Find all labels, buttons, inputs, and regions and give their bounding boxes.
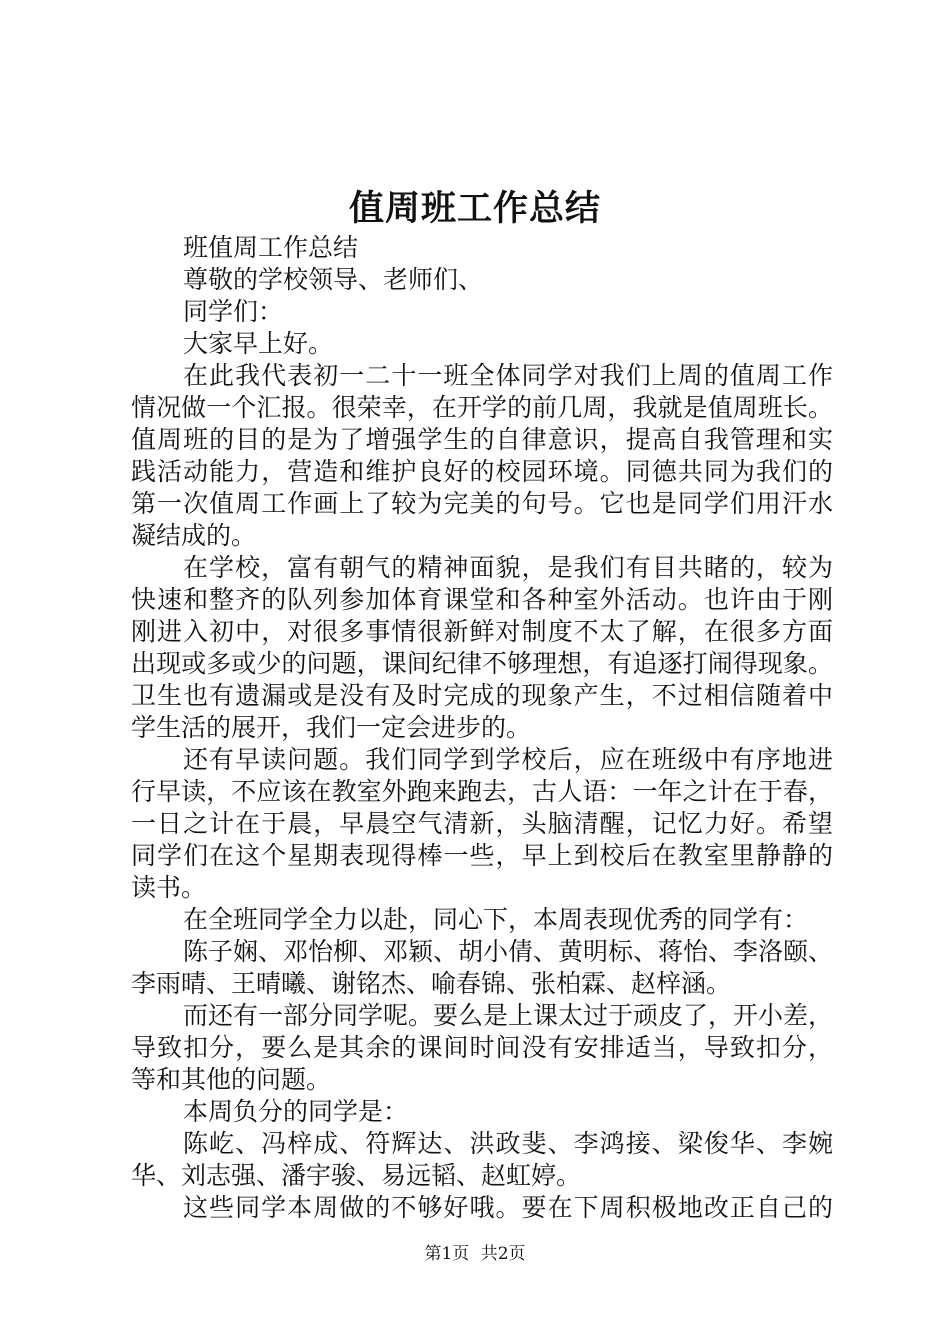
body-line: 凝结成的。 — [131, 521, 257, 550]
body-line: 而还有一部分同学呢。要么是上课太过于顽皮了，开小差， — [183, 1001, 834, 1030]
body-line: 本周负分的同学是： — [183, 1097, 409, 1126]
body-line: 李雨晴、王晴曦、谢铭杰、喻春锦、张柏霖、赵梓涵。 — [131, 969, 732, 998]
document-body — [131, 232, 833, 1224]
body-line: 践活动能力，营造和维护良好的校园环境。同德共同为我们的 — [131, 457, 833, 486]
body-line: 陈子娴、邓怡柳、邓颖、胡小倩、黄明标、蒋怡、李洛颐、 — [183, 937, 834, 966]
page-total: 共2页 — [480, 1244, 526, 1264]
body-line: 班值周工作总结 — [183, 233, 359, 262]
body-line: 卫生也有遗漏或是没有及时完成的现象产生，不过相信随着中 — [131, 681, 833, 710]
page-number: 第1页 — [424, 1244, 470, 1264]
body-line: 值周班的目的是为了增强学生的自律意识，提高自我管理和实 — [131, 425, 833, 454]
body-line: 同学们： — [183, 297, 284, 326]
body-line: 陈屹、冯梓成、符辉达、洪政斐、李鸿接、梁俊华、李婉 — [183, 1129, 833, 1158]
body-line: 刚进入初中，对很多事情很新鲜对制度不太了解，在很多方面 — [131, 617, 833, 646]
body-line: 一日之计在于晨，早晨空气清新，头脑清醒，记忆力好。希望 — [131, 809, 833, 838]
body-line: 第一次值周工作画上了较为完美的句号。它也是同学们用汗水 — [131, 489, 833, 518]
body-line: 快速和整齐的队列参加体育课堂和各种室外活动。也许由于刚 — [131, 585, 833, 614]
body-line: 学生活的展开，我们一定会进步的。 — [131, 713, 532, 742]
body-line: 情况做一个汇报。很荣幸，在开学的前几周，我就是值周班长。 — [131, 393, 833, 422]
body-line: 同学们在这个星期表现得棒一些，早上到校后在教室里静静的 — [131, 841, 833, 870]
document-title: 值周班工作总结 — [348, 188, 601, 229]
body-line: 在全班同学全力以赴，同心下，本周表现优秀的同学有： — [183, 905, 809, 934]
body-line: 出现或多或少的问题，课间纪律不够理想，有追逐打闹得现象。 — [131, 649, 833, 678]
body-line: 在此我代表初一二十一班全体同学对我们上周的值周工作 — [183, 361, 833, 390]
body-line: 尊敬的学校领导、老师们、 — [183, 265, 484, 294]
body-line: 导致扣分，要么是其余的课间时间没有安排适当，导致扣分， — [131, 1033, 833, 1062]
body-line: 读书。 — [131, 873, 207, 902]
body-line: 在学校，富有朝气的精神面貌，是我们有目共睹的，较为 — [183, 553, 833, 582]
body-line: 这些同学本周做的不够好哦。要在下周积极地改正自己的 — [183, 1193, 833, 1222]
body-line: 大家早上好。 — [183, 329, 334, 358]
body-line: 华、刘志强、潘宇骏、易远韬、赵虹婷。 — [131, 1161, 582, 1190]
page-footer — [0, 1240, 950, 1268]
body-line: 还有早读问题。我们同学到学校后，应在班级中有序地进 — [183, 745, 833, 774]
body-line: 等和其他的问题。 — [131, 1065, 332, 1094]
body-line: 行早读，不应该在教室外跑来跑去，古人语：一年之计在于春， — [131, 777, 833, 806]
